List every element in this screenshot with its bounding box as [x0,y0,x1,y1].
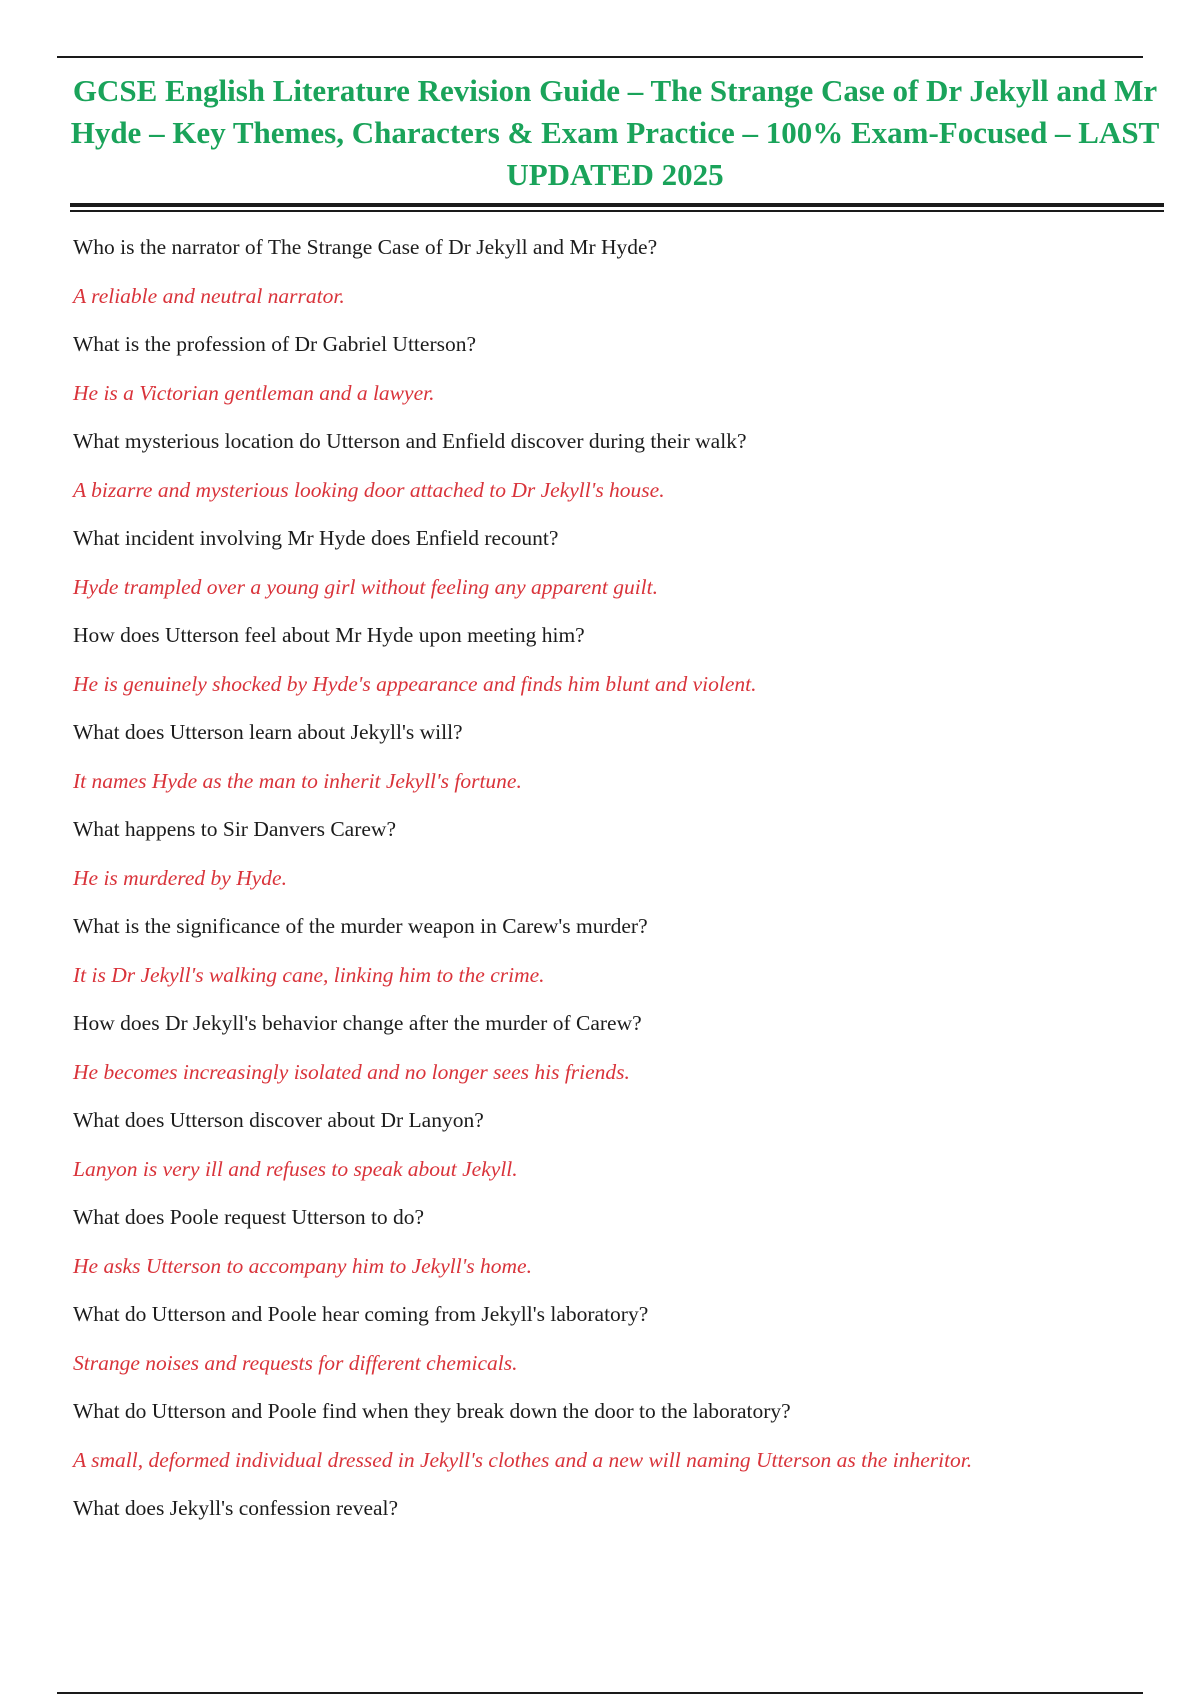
document-title: GCSE English Literature Revision Guide – The Strange Case of Dr Jekyll and Mr Hyde – Key Themes, Characters & Exam Practice – 100% Exam-Focused – LAST UPDATED 2025 [70,73,1160,192]
question-2: What is the profession of Dr Gabriel Utterson? [73,332,477,356]
question-9: How does Dr Jekyll's behavior change after the murder of Carew? [73,1011,642,1035]
answer-13: A small, deformed individual dressed in Jekyll's clothes and a new will naming Utterson as the inheritor. [73,1447,973,1472]
answer-2: He is a Victorian gentleman and a lawyer. [73,380,435,405]
answer-1: A reliable and neutral narrator. [73,283,345,308]
question-11: What does Poole request Utterson to do? [73,1205,425,1229]
answer-8: It is Dr Jekyll's walking cane, linking him to the crime. [73,962,545,987]
answer-10: Lanyon is very ill and refuses to speak about Jekyll. [73,1156,518,1181]
top-rule [57,56,1143,58]
qa-list [73,227,1153,1537]
answer-12: Strange noises and requests for different chemicals. [73,1350,518,1375]
question-13: What do Utterson and Poole find when they break down the door to the laboratory? [73,1399,791,1423]
answer-4: Hyde trampled over a young girl without feeling any apparent guilt. [73,574,658,599]
answer-5: He is genuinely shocked by Hyde's appearance and finds him blunt and violent. [73,671,757,696]
answer-11: He asks Utterson to accompany him to Jekyll's home. [73,1253,532,1278]
bottom-rule [57,1692,1143,1694]
question-5: How does Utterson feel about Mr Hyde upon meeting him? [73,623,585,647]
title-double-rule [70,203,1164,212]
answer-9: He becomes increasingly isolated and no longer sees his friends. [73,1059,630,1084]
question-6: What does Utterson learn about Jekyll's will? [73,720,463,744]
answer-6: It names Hyde as the man to inherit Jekyll's fortune. [73,768,522,793]
question-10: What does Utterson discover about Dr Lanyon? [73,1108,484,1132]
question-7: What happens to Sir Danvers Carew? [73,817,396,841]
answer-3: A bizarre and mysterious looking door attached to Dr Jekyll's house. [73,477,665,502]
question-14: What does Jekyll's confession reveal? [73,1496,399,1520]
question-8: What is the significance of the murder weapon in Carew's murder? [73,914,648,938]
question-3: What mysterious location do Utterson and Enfield discover during their walk? [73,429,747,453]
question-12: What do Utterson and Poole hear coming from Jekyll's laboratory? [73,1302,649,1326]
question-4: What incident involving Mr Hyde does Enfield recount? [73,526,559,550]
answer-7: He is murdered by Hyde. [73,865,287,890]
question-1: Who is the narrator of The Strange Case of Dr Jekyll and Mr Hyde? [73,235,658,259]
